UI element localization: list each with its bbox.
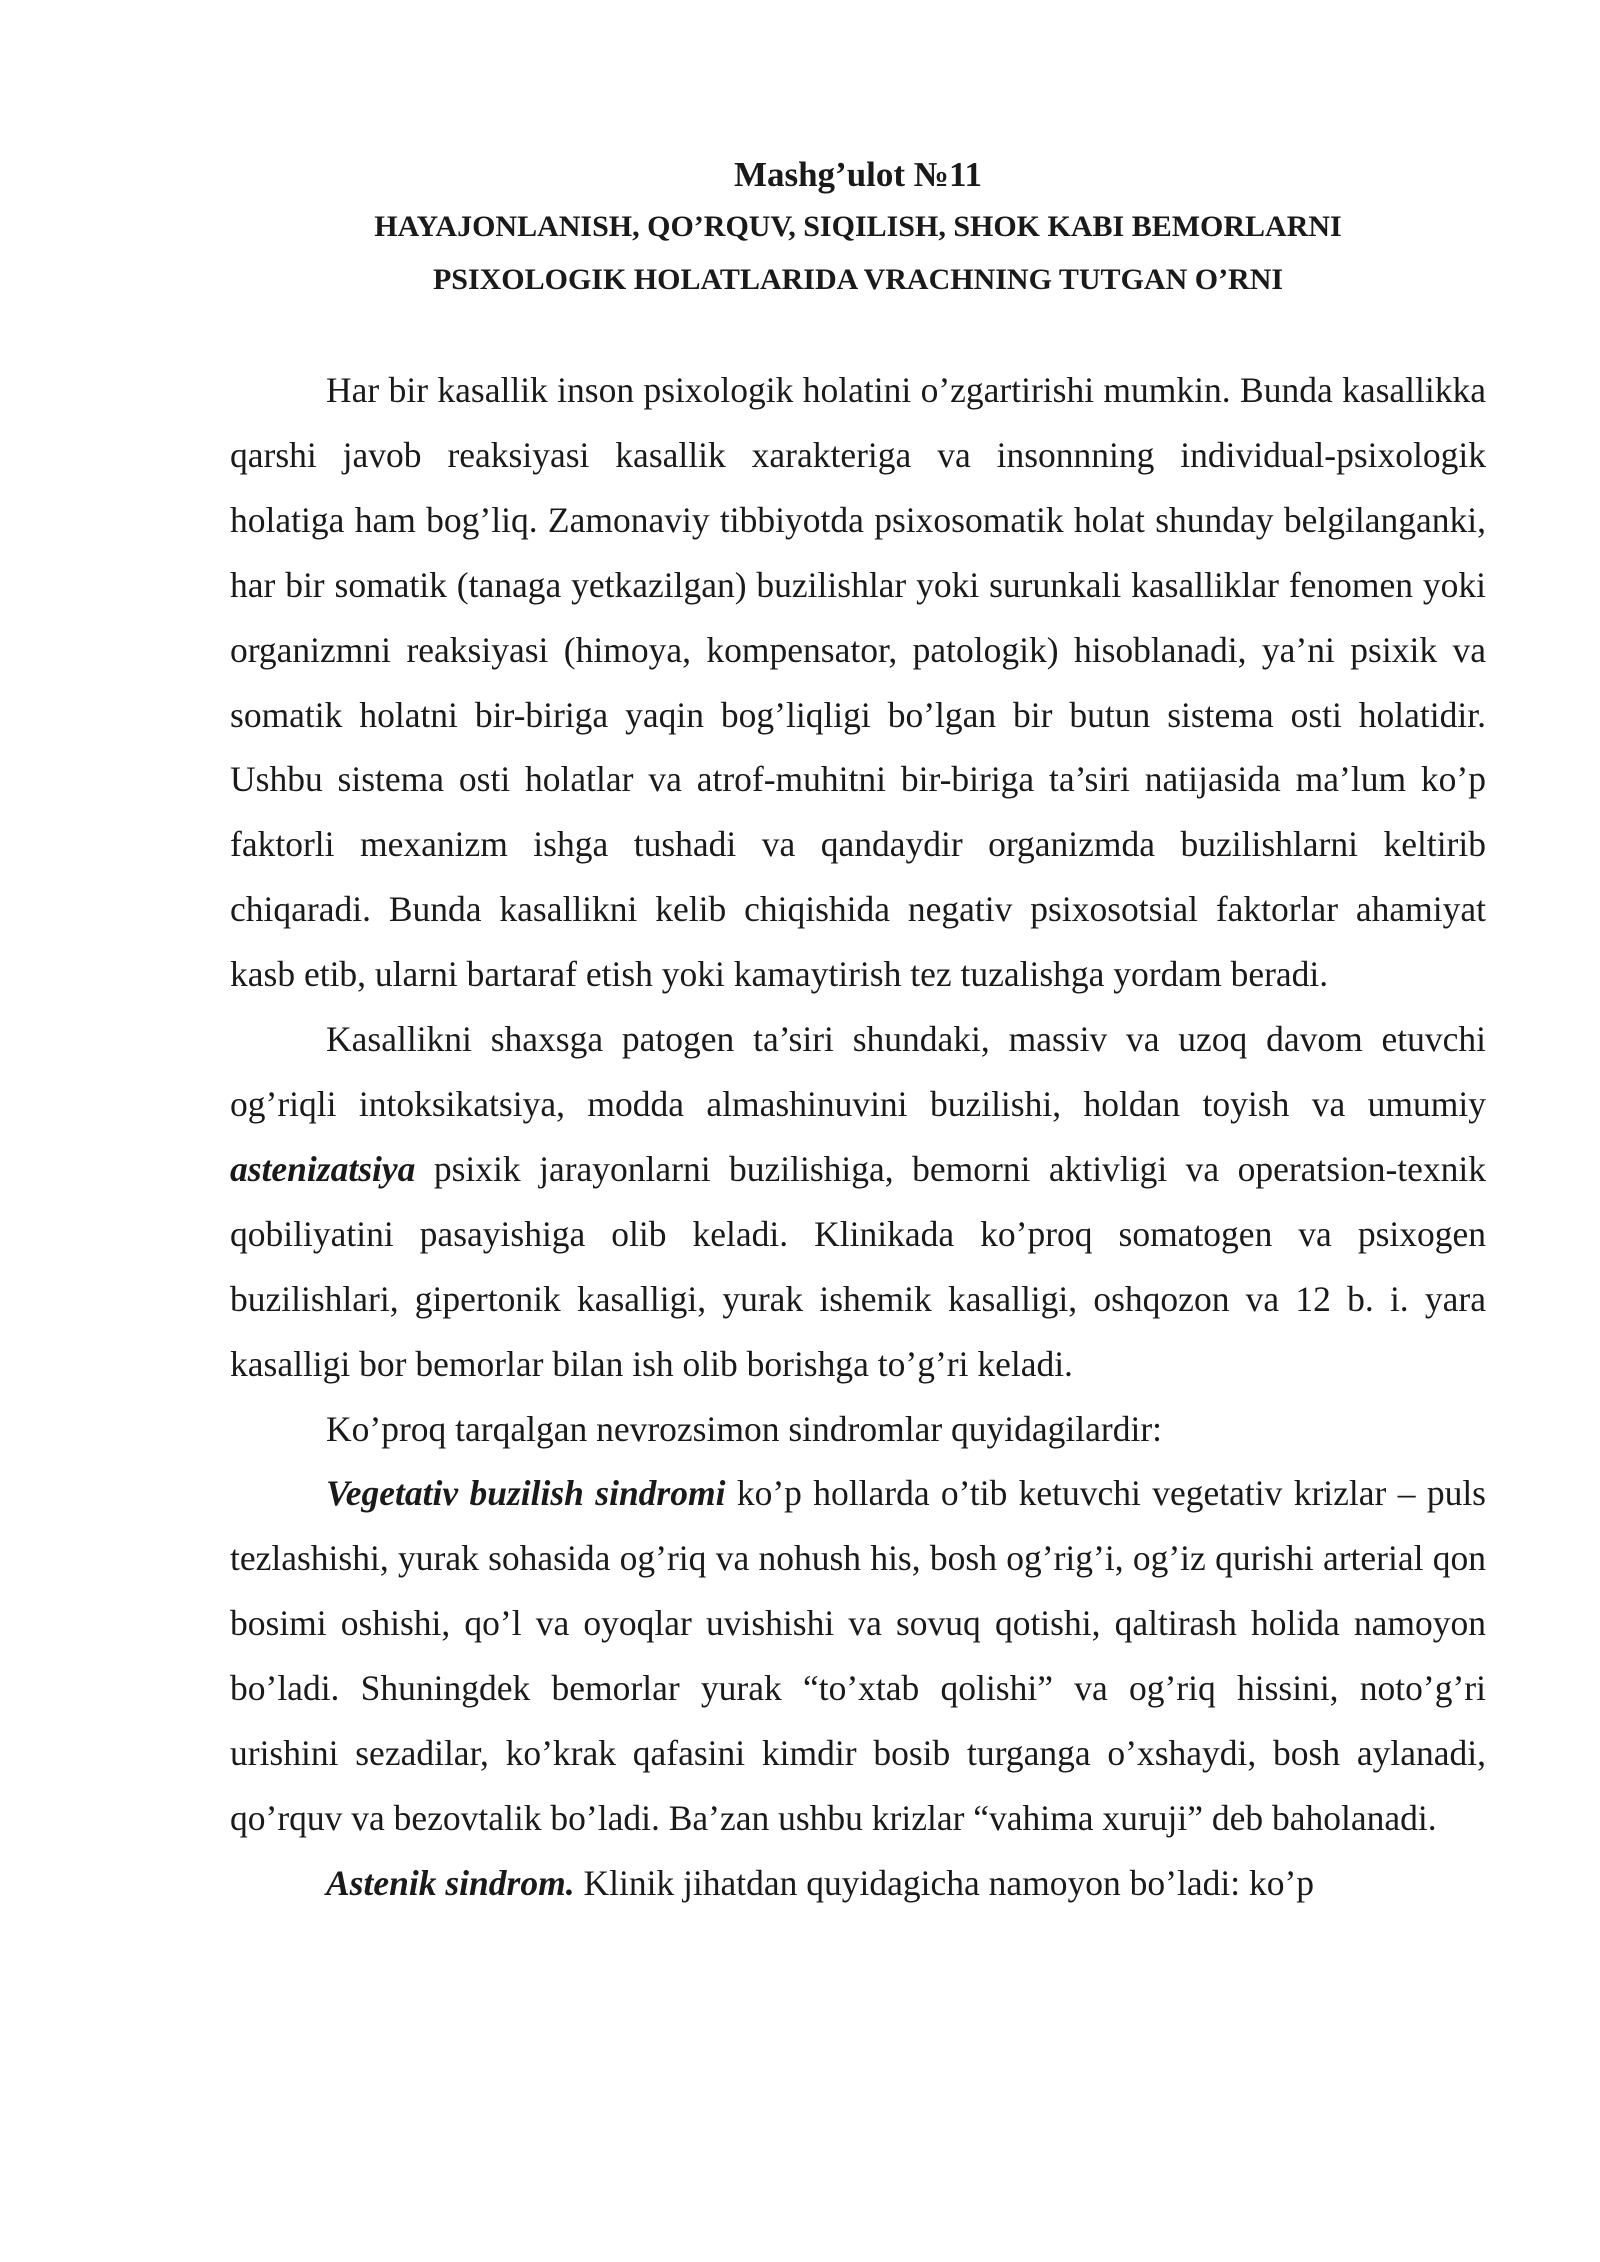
document-subtitle-line-1: HAYAJONLANISH, QO’RQUV, SIQILISH, SHOK KABI BEMORLARNI [374,210,1342,243]
paragraph-5-text-after: Klinik jihatdan quyidagicha namoyon bo’ladi: ko’p [574,1862,1315,1903]
document-subtitle-line-2: PSIXOLOGIK HOLATLARIDA VRACHNING TUTGAN O’RNI [432,263,1284,296]
paragraph-2-emphasis: astenizatsiya [230,1148,416,1189]
paragraph-4 [230,1461,1486,1850]
document-page [230,150,1486,1916]
paragraph-2-text-before: Kasallikni shaxsga patogen ta’siri shundaki, massiv va uzoq davom etuvchi og’riqli intoksikatsiya, modda almashinuvini buzilishi, holdan toyish va umumiy [230,1019,1486,1124]
paragraph-3 [230,1397,1486,1462]
paragraph-2-text-after: psixik jarayonlarni buzilishiga, bemorni aktivligi va operatsion-texnik qobiliyatini pasayishiga olib keladi. Klinikada ko’proq somatogen va psixogen buzilishlari, gipertonik kasalligi, yurak ishemik kasalligi, oshqozon va 12 b. i. yara kasalligi bor bemorlar bilan ish olib borishga to’g’ri keladi. [230,1148,1486,1384]
document-title: Mashg’ulot №11 [733,155,983,194]
paragraph-4-emphasis: Vegetativ buzilish sindromi [326,1473,726,1514]
paragraph-2 [230,1007,1486,1396]
paragraph-1-text: Har bir kasallik inson psixologik holatini o’zgartirishi mumkin. Bunda kasallikka qarshi javob reaksiyasi kasallik xarakteriga va insonnning individual-psixologik holatiga ham bog’liq. Zamonaviy tibbiyotda psixosomatik holat shunday belgilanganki, har bir somatik (tanaga yetkazilgan) buzilishlar yoki surunkali kasalliklar fenomen yoki organizmni reaksiyasi (himoya, kompensator, patologik) hisoblanadi, ya’ni psixik va somatik holatni bir-biriga yaqin bog’liqligi bo’lgan bir butun sistema osti holatidir. Ushbu sistema osti holatlar va atrof-muhitni bir-biriga ta’siri natijasida ma’lum ko’p faktorli mexanizm ishga tushadi va qandaydir organizmda buzilishlarni keltirib chiqaradi. Bunda kasallikni kelib chiqishida negativ psixosotsial faktorlar ahamiyat kasb etib, ularni bartaraf etish yoki kamaytirish tez tuzalishga yordam beradi. [230,370,1486,995]
paragraph-5-emphasis: Astenik sindrom. [326,1862,575,1903]
paragraph-3-text: Ko’proq tarqalgan nevrozsimon sindromlar quyidagilardir: [326,1408,1163,1449]
paragraph-1 [230,358,1486,1007]
paragraph-4-text-after: ko’p hollarda o’tib ketuvchi vegetativ krizlar – puls tezlashishi, yurak sohasida og’riq va nohush his, bosh og’rig’i, og’iz qurishi arterial qon bosimi oshishi, qo’l va oyoqlar uvishishi va sovuq qotishi, qaltirash holida namoyon bo’ladi. Shuningdek bemorlar yurak “to’xtab qolishi” va og’riq hissini, noto’g’ri urishini sezadilar, ko’krak qafasini kimdir bosib turganga o’xshaydi, bosh aylanadi, qo’rquv va bezovtalik bo’ladi. Ba’zan ushbu krizlar “vahima xuruji” deb baholanadi. [230,1473,1486,1838]
document-body [230,358,1486,1916]
paragraph-5 [230,1851,1486,1916]
